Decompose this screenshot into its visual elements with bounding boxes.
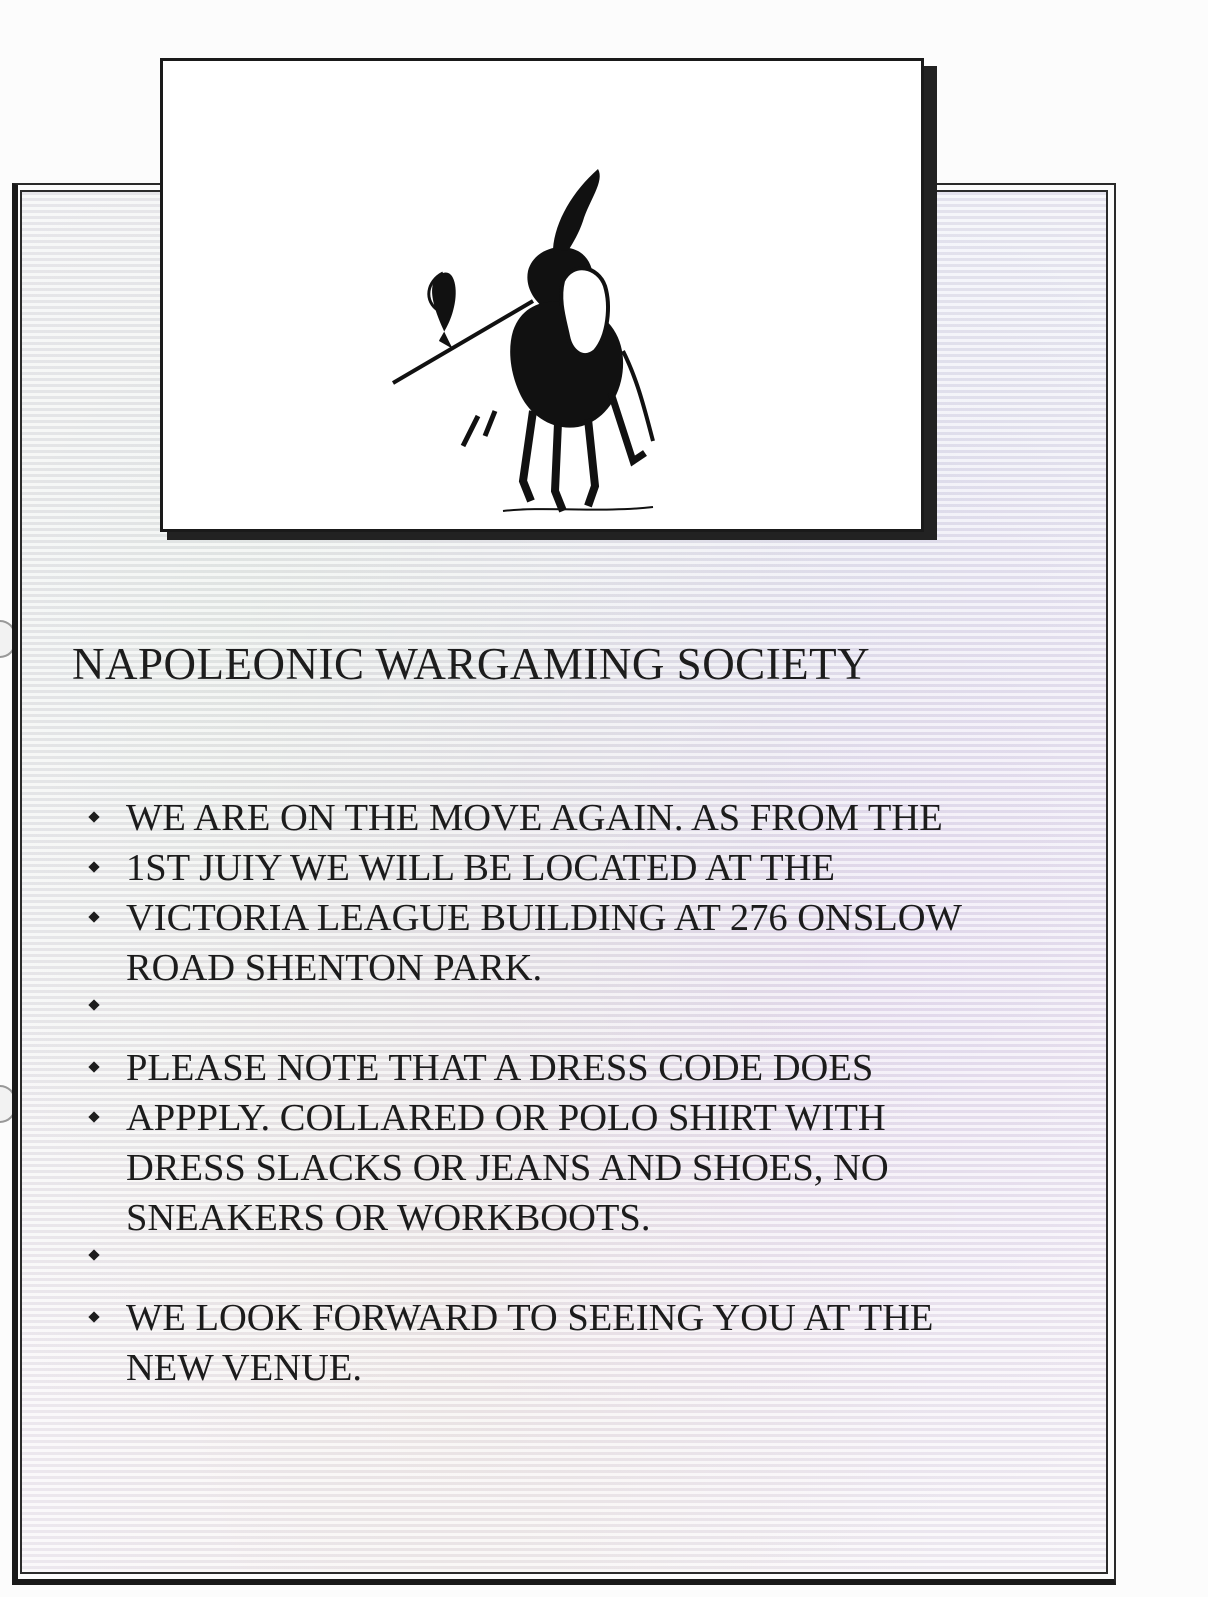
notice-text: APPPLY. COLLARED OR POLO SHIRT WITH	[126, 1097, 886, 1139]
notice-list	[90, 793, 1050, 1393]
notice-text: PLEASE NOTE THAT A DRESS CODE DOES	[126, 1047, 874, 1089]
notice-text: DRESS SLACKS OR JEANS AND SHOES, NO	[126, 1147, 889, 1189]
list-item	[90, 1043, 1050, 1093]
list-item	[90, 943, 1050, 993]
page-title: NAPOLEONIC WARGAMING SOCIETY	[72, 639, 871, 689]
notice-text: ROAD SHENTON PARK.	[126, 947, 543, 989]
notice-text: WE LOOK FORWARD TO SEEING YOU AT THE	[126, 1297, 934, 1339]
logo-box	[160, 58, 924, 532]
notice-text: SNEAKERS OR WORKBOOTS.	[126, 1197, 651, 1239]
list-item	[90, 1143, 1050, 1193]
list-item	[90, 843, 1050, 893]
cavalry-lancer-icon	[383, 161, 703, 531]
empty-bullet	[90, 993, 1050, 1043]
empty-bullet	[90, 1243, 1050, 1293]
bullet-icon	[88, 911, 99, 922]
bullet-icon	[88, 1311, 99, 1322]
list-item	[90, 1343, 1050, 1393]
list-item	[90, 893, 1050, 943]
notice-text: WE ARE ON THE MOVE AGAIN. AS FROM THE	[126, 797, 943, 839]
list-item	[90, 1193, 1050, 1243]
bullet-icon	[88, 999, 99, 1010]
notice-text: VICTORIA LEAGUE BUILDING AT 276 ONSLOW	[126, 897, 962, 939]
list-item	[90, 793, 1050, 843]
bullet-icon	[88, 811, 99, 822]
notice-text: 1ST JUIY WE WILL BE LOCATED AT THE	[126, 847, 836, 889]
bullet-icon	[88, 861, 99, 872]
bullet-icon	[88, 1111, 99, 1122]
bullet-icon	[88, 1249, 99, 1260]
notice-text: NEW VENUE.	[126, 1347, 362, 1389]
list-item	[90, 1293, 1050, 1343]
list-item	[90, 1093, 1050, 1143]
bullet-icon	[88, 1061, 99, 1072]
